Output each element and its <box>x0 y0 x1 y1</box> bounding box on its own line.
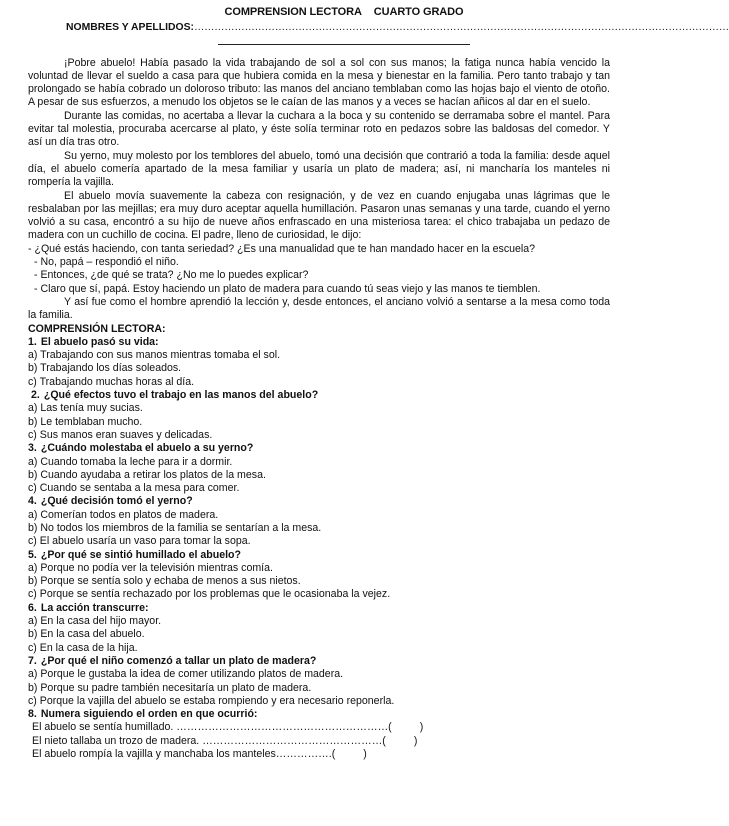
answer-option[interactable]: c) El abuelo usaría un vaso para tomar la sopa. <box>28 535 251 548</box>
question-title: 1. El abuelo pasó su vida: <box>28 335 159 348</box>
question-4 <box>28 495 610 548</box>
story-paragraph-4: El abuelo movía suavemente la cabeza con resignación, y de vez en cuando enjugaba unas lágrimas que le resbalaban por las mejillas; era muy duro aceptar aquella humillación. Pasaron unas semanas y una tarde, cuando el yerno volvió a su casa, encontró a su hijo de nueve años enfrascado en una misteriosa tarea: el chico trabajaba un pedazo de madera con un cuchillo de cocina. El padre, lleno de curiosidad, le dijo: <box>28 189 610 242</box>
dialogue-line-3: - Entonces, ¿de qué se trata? ¿No me lo puedes explicar? <box>34 269 309 282</box>
name-line <box>66 21 729 34</box>
name-underline <box>218 36 470 45</box>
question-title: 7. ¿Por qué el niño comenzó a tallar un plato de madera? <box>28 654 317 667</box>
question-6 <box>28 602 610 655</box>
question-8 <box>28 708 610 761</box>
answer-option[interactable]: b) Porque su padre también necesitaría un plato de madera. <box>28 681 312 694</box>
question-title: 6. La acción transcurre: <box>28 601 149 614</box>
name-label: NOMBRES Y APELLIDOS: <box>66 22 194 34</box>
answer-option[interactable]: a) Cuando tomaba la leche para ir a dormir. <box>28 455 233 468</box>
answer-option[interactable]: b) No todos los miembros de la familia se sentarían a la mesa. <box>28 521 322 534</box>
answer-option[interactable]: c) Trabajando muchas horas al día. <box>28 375 195 388</box>
answer-option[interactable]: a) Trabajando con sus manos mientras tomaba el sol. <box>28 349 281 362</box>
answer-option[interactable]: c) Sus manos eran suaves y delicadas. <box>28 428 213 441</box>
question-3 <box>28 442 610 495</box>
question-title: 5. ¿Por qué se sintió humillado el abuelo? <box>28 548 241 561</box>
ordering-item: El abuelo rompía la vajilla y manchaba los manteles…………….( ) <box>32 748 367 761</box>
answer-option[interactable]: c) Cuando se sentaba a la mesa para comer. <box>28 482 240 495</box>
question-2 <box>28 389 610 442</box>
answer-option[interactable]: b) Cuando ayudaba a retirar los platos de la mesa. <box>28 468 266 481</box>
story-paragraph-3: Su yerno, muy molesto por los temblores del abuelo, tomó una decisión que contrarió a toda la familia: desde aquel día, el abuelo comería apartado de la mesa familiar y usaría un plato de madera; así, ni mancharía los manteles ni rompería la vajilla. <box>28 149 610 189</box>
question-1 <box>28 336 610 389</box>
name-dots: …………………………………………………………………………………………………………………………………………… <box>193 22 729 34</box>
answer-option[interactable]: c) En la casa de la hija. <box>28 641 138 654</box>
title-text: COMPRENSION LECTORA <box>224 6 362 18</box>
answer-option[interactable]: c) Porque la vajilla del abuelo se estaba rompiendo y era necesario reponerla. <box>28 694 395 707</box>
question-5 <box>28 549 610 602</box>
question-title: 3. ¿Cuándo molestaba el abuelo a su yerno? <box>28 442 254 455</box>
dialogue-line-4: - Claro que sí, papá. Estoy haciendo un plato de madera para cuando tú seas viejo y las manos te tiemblen. <box>34 282 541 295</box>
answer-option[interactable]: a) En la casa del hijo mayor. <box>28 615 162 628</box>
worksheet-title <box>78 6 610 19</box>
answer-option[interactable]: a) Comerían todos en platos de madera. <box>28 508 219 521</box>
question-title: 4. ¿Qué decisión tomó el yerno? <box>28 495 193 508</box>
story-paragraph-1: ¡Pobre abuelo! Había pasado la vida trabajando de sol a sol con sus manos; la fatiga nunca había vencido la voluntad de llevar el sueldo a casa para que hubiera comida en la mesa y bienestar en la familia. Pero tanto trabajo y tan prolongado se había cobrado un doloroso tributo: las manos del anciano temblaban como las hojas bajo el viento de otoño. A pesar de sus esfuerzos, a menudo los objetos se le caían de las manos y a veces se hacían añicos al dar en el suelo. <box>28 56 610 109</box>
ordering-item: El abuelo se sentía humillado. ……………………………………………………( ) <box>32 721 424 734</box>
answer-option[interactable]: b) Porque se sentía solo y echaba de menos a sus nietos. <box>28 575 301 588</box>
reading-passage <box>28 57 610 323</box>
dialogue-line-1: - ¿Qué estás haciendo, con tanta seriedad? ¿Es una manualidad que te han mandado hacer en la escuela? <box>28 242 536 255</box>
story-paragraph-2: Durante las comidas, no acertaba a llevar la cuchara a la boca y su contenido se derramaba sobre el mantel. Para evitar tal molestia, procuraba acercarse al plato, y éste solía terminar roto en pedazos sobre las baldosas del comedor. Y así un día tras otro. <box>28 109 610 149</box>
dialogue-line-2: - No, papá – respondió el niño. <box>34 256 179 269</box>
answer-option[interactable]: c) Porque se sentía rechazado por los problemas que le ocasionaba la vejez. <box>28 588 391 601</box>
questions-heading: COMPRENSIÓN LECTORA: <box>28 322 166 335</box>
answer-option[interactable]: b) En la casa del abuelo. <box>28 628 145 641</box>
question-title: 8. Numera siguiendo el orden en que ocurrió: <box>28 708 258 721</box>
question-7 <box>28 655 610 708</box>
question-title: 2. ¿Qué efectos tuvo el trabajo en las manos del abuelo? <box>31 389 319 402</box>
answer-option[interactable]: b) Le temblaban mucho. <box>28 415 143 428</box>
story-closing: Y así fue como el hombre aprendió la lección y, desde entonces, el anciano volvió a sentarse a la mesa como toda la familia. <box>28 295 610 322</box>
answer-option[interactable]: b) Trabajando los días soleados. <box>28 362 182 375</box>
ordering-item: El nieto tallaba un trozo de madera. ……………………………………………( ) <box>32 734 418 747</box>
answer-option[interactable]: a) Porque le gustaba la idea de comer utilizando platos de madera. <box>28 668 344 681</box>
answer-option[interactable]: a) Porque no podía ver la televisión mientras comía. <box>28 561 273 574</box>
answer-option[interactable]: a) Las tenía muy sucias. <box>28 402 143 415</box>
grade-text: CUARTO GRADO <box>373 6 464 18</box>
